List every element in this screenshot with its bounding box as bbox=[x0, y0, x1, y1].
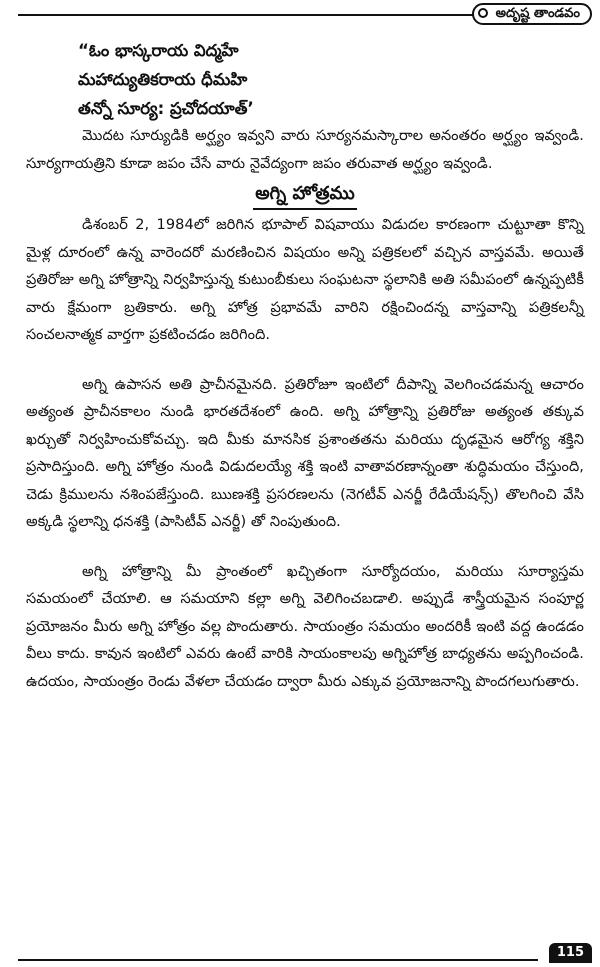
section-heading: అగ్ని హోత్రము bbox=[253, 180, 357, 210]
page-number: 115 bbox=[549, 943, 592, 963]
running-header bbox=[472, 3, 592, 25]
mantra-line: “ఓం భాస్కరాయ విద్మహే bbox=[78, 41, 239, 60]
footer-rule bbox=[18, 959, 538, 961]
mantra-line: తన్నో సూర్య: ప్రచోదయాత్’ bbox=[78, 99, 254, 118]
paragraph-bhopal: డిశంబర్ 2, 1984లో జరిగిన భూపాల్ విషవాయు విడుదల కారణంగా చుట్టూతా కొన్ని మైళ్ల దూరంలో ఉన్న వారెందరో మరణించిన విషయం అన్ని పత్రికలలో వచ్చిన వాస్తవమే. అయితే ప్రతిరోజు అగ్ని హోత్రాన్ని నిర్వహిస్తున్న కుటుంబీకులు సంఘటనా స్థలానికి అతి సమీపంలో ఉన్నప్పటికీ వారు క్షేమంగా బ్రతికారు. అగ్ని హోత్ర ప్రభావమే వారిని రక్షించిందన్న వాస్తవాన్ని పత్రికలన్నీ సంచలనాత్మక వార్తగా ప్రకటించడం జరిగింది. bbox=[26, 217, 584, 343]
header-bullet-icon bbox=[478, 8, 488, 18]
page-body bbox=[26, 36, 584, 696]
header-rule bbox=[18, 14, 480, 16]
mantra-line: మహాద్యుతికరాయ ధీమహి bbox=[78, 70, 248, 89]
mantra-block bbox=[26, 36, 584, 123]
paragraph-arghyam: మొదట సూర్యుడికి అర్ఘ్యం ఇవ్వని వారు సూర్యనమస్కారాల అనంతరం అర్ఘ్యం ఇవ్వండి. సూర్యగాయత్రిని కూడా జపం చేసే వారు నైవేద్యంగా జపం తరువాత అర్ఘ్యం ఇవ్వండి. bbox=[26, 128, 584, 172]
paragraph-agni-upasana: అగ్ని ఉపాసన అతి ప్రాచీనమైనది. ప్రతిరోజూ ఇంటిలో దీపాన్ని వెలగించడమన్న ఆచారం అత్యంత ప్రాచీనకాలం నుండి భారతదేశంలో ఉంది. అగ్ని హోత్రాన్ని ప్రతిరోజు అత్యంత తక్కువ ఖర్చుతో నిర్వహించుకోవచ్చు. ఇది మీకు మానసిక ప్రశాంతతను మరియు దృఢమైన ఆరోగ్య శక్తిని ప్రసాదిస్తుంది. అగ్ని హోత్రం నుండి విడుదలయ్యే శక్తి ఇంటి వాతావరణాన్నంతా శుద్ధిమయం చేస్తుంది, చెడు క్రిములను నశింపజేస్తుంది. ఋణశక్తి ప్రసరణలను (నెగటీవ్ ఎనర్జీ రేడియేషన్స్) తొలగించి వేసి అక్కడి స్థలాన్ని ధనశక్తి (పాసిటీవ్ ఎనర్జీ) తో నింపుతుంది. bbox=[26, 376, 584, 530]
book-title: అదృష్ట తాండవం bbox=[495, 6, 580, 21]
paragraph-timing: అగ్ని హోత్రాన్ని మీ ప్రాంతంలో ఖచ్చితంగా సూర్యోదయం, మరియు సూర్యాస్తమ సమయంలో చేయాలి. ఆ సమయాని కల్లా అగ్ని వెలిగించబడాలి. అప్పుడే శాస్త్రీయమైన సంపూర్ణ ప్రయోజనం మీరు అగ్ని హోత్రం వల్ల పొందుతారు. సాయంత్రం సమయం అందరికీ ఇంటి వద్ద ఉండడం వీలు కాదు. కావున ఇంటిలో ఎవరు ఉంటే వారికి సాయంకాలపు అగ్నిహోత్ర బాధ్యతను అప్పగించండి. ఉదయం, సాయంత్రం రెండు వేళలా చేయడం ద్వారా మీరు ఎక్కువ ప్రయోజనాన్ని పొందగలుగుతారు. bbox=[26, 563, 584, 690]
